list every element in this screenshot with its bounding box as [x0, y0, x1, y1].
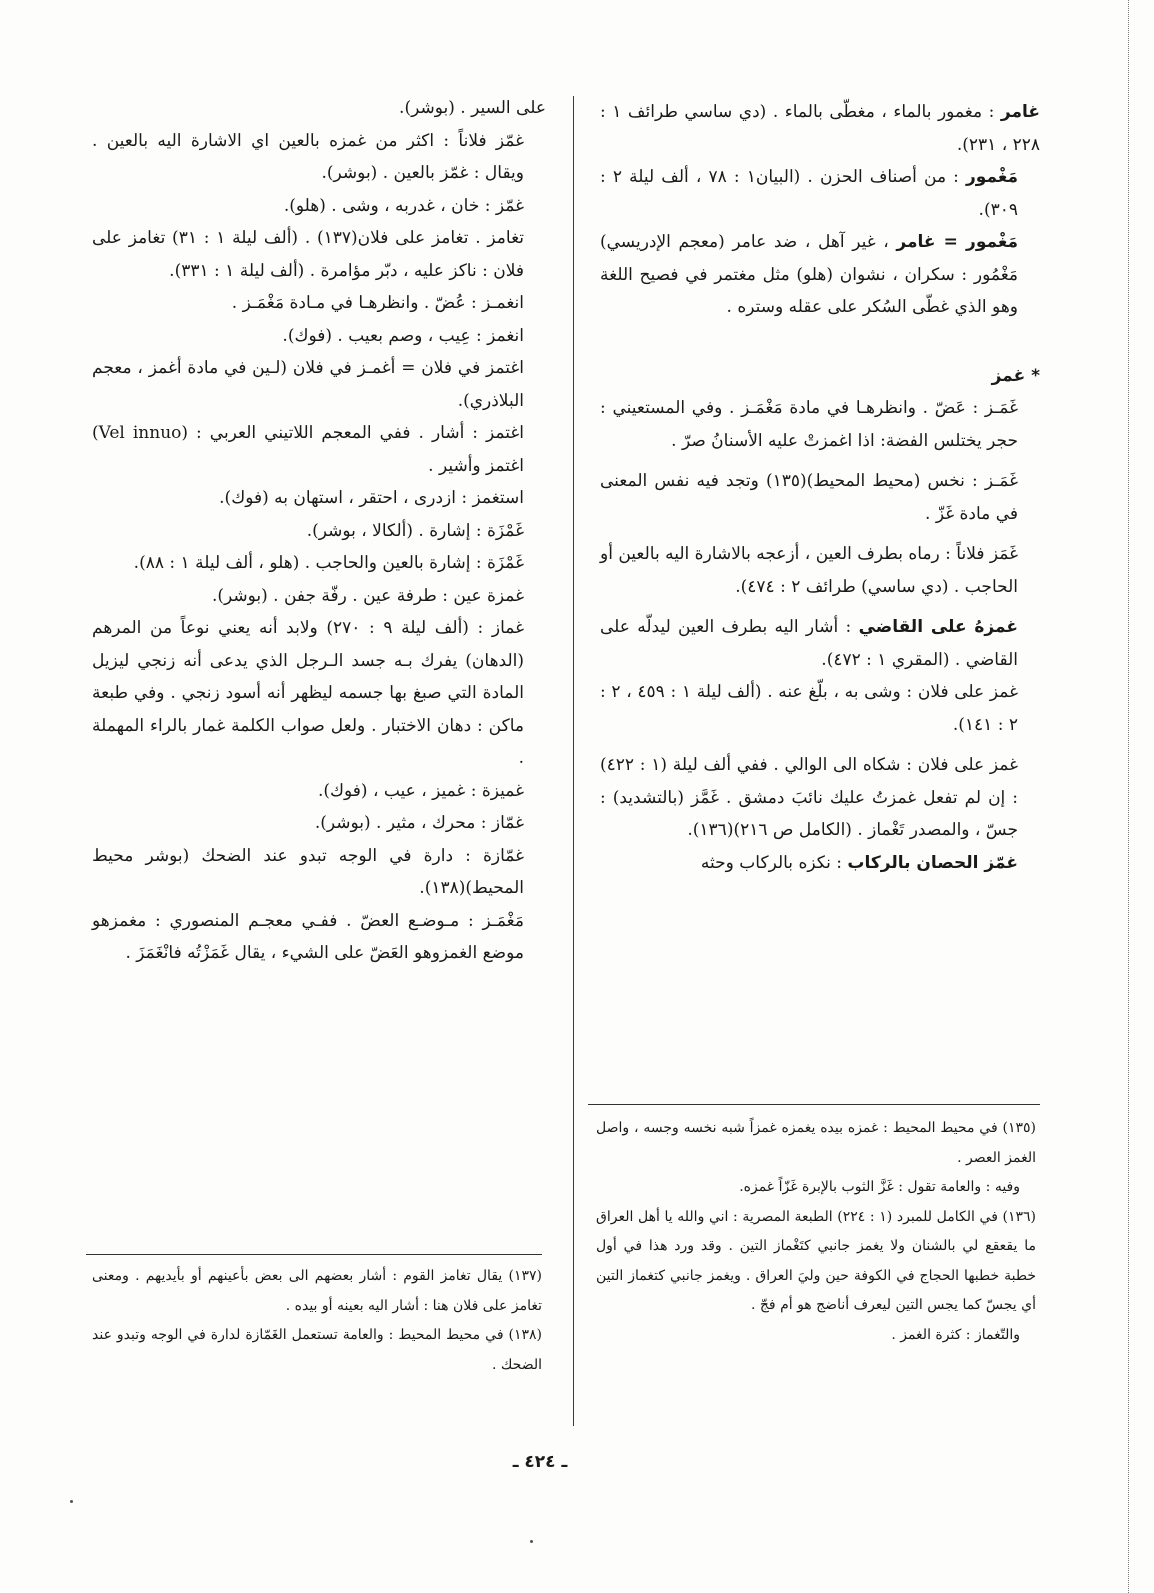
- entry-paragraph: انغمـز : عُضّ . وانظرهـا في مـادة مَغْمَـز .: [231, 293, 524, 313]
- definition: : مغمور بالماء ، مغطّى بالماء . (دي ساسي طرائف ١ : ٢٢٨ ، ٢٣١).: [600, 102, 1040, 155]
- entry-paragraph: غَمَـز : عَضّ . وانظرهـا في مادة مَغْمَـز . وفي المستعيني : حجر يختلس الفضة: اذا اغمزتْ عليه الأسنانُ صرّ .: [600, 398, 1018, 451]
- entry-paragraph: غمّاز : محرك ، مثير . (بوشر).: [314, 813, 524, 833]
- footnote: (١٣٦) في الكامل للمبرد (١ : ٢٢٤) الطبعة المصرية : اني والله يا أهل العراق ما يقعقع لي بالشنان ولا يغمز جانبي كتَغْماز التين . وقد ورد هذا في أول خطبة خطبها الحجاج في الكوفة حين وليَ العراق . ويغمز جانبي كتغماز التين أي يجسّ كما يجس التين ليعرف أناضج هو أم فجّ .: [596, 1208, 1037, 1313]
- entry-maghmur-2: [600, 226, 1040, 324]
- entry-paragraph: غمّز : خان ، غدربه ، وشى . (هلو).: [283, 195, 524, 216]
- definition: : من أصناف الحزن . (البيان١ : ٧٨ ، ألف ليلة ٢ : ٣٠٩).: [600, 167, 1018, 220]
- entry-paragraph: تغامز . تغامز على فلان(١٣٧) . (ألف ليلة ١ : ٣١) تغامز على فلان : ناكز عليه ، دبّر مؤامرة . (ألف ليلة ١ : ٣٣١).: [92, 228, 524, 281]
- footnote: (١٣٥) في محيط المحيط : غمزه بيده يغمزه غمزاً شبه نخسه وجسه ، واصل الغمز العصر .: [596, 1120, 1036, 1166]
- column-divider: [573, 96, 574, 1426]
- entry-paragraph: اغتمز في فلان = أغمـز في فلان (لـين في مادة أغمز ، معجم البلاذري).: [92, 358, 524, 411]
- entry-paragraph: غميزة : غميز ، عيب ، (فوك).: [317, 780, 524, 801]
- entry-paragraph: غمزة عين : طرفة عين . رفّة جفن . (بوشر).: [211, 585, 524, 606]
- entry-paragraph: غَمَز فلاناً : رماه بطرف العين ، أزعجه بالاشارة اليه بالعين أو الحاجب . (دي ساسي) طرائف ٢ : ٤٧٤).: [600, 544, 1018, 597]
- entry-ghammaz-alhisan: [600, 847, 1040, 880]
- page-number: ـ ٤٢٤ ـ: [512, 1452, 568, 1472]
- entry-paragraph: غَمَـز : نخس (محيط المحيط)(١٣٥) وتجد فيه نفس المعنى في مادة غَزّ .: [600, 471, 1018, 524]
- entry-paragraph: مَغْمَـز : مـوضـع العضّ . ففـي معجـم المنصوري : مغمزهو موضع الغمزوهو العَضّ على الشيء ، يقال غَمَزْتُه فانْغَمَزَ .: [92, 910, 524, 963]
- entry-paragraph: اغتمز : أشار . ففي المعجم اللاتيني العربي : (Vel innuo) اغتمز وأشير .: [92, 423, 525, 476]
- scan-speck: [530, 1540, 533, 1543]
- entry-maghmur: [600, 161, 1040, 226]
- entry-ghamzahu: [600, 611, 1040, 676]
- headword: غمزهُ على القاضي: [858, 617, 1018, 637]
- footnotes-right: [596, 1114, 1036, 1350]
- headword: مَغْمور: [966, 167, 1018, 187]
- right-column: [600, 96, 1040, 879]
- entry-paragraph: استغمز : ازدرى ، احتقر ، استهان به (فوك).: [219, 488, 524, 508]
- footnote-rule: [86, 1254, 542, 1255]
- headword: غمّز الحصان بالركاب: [847, 852, 1018, 873]
- left-column: [92, 92, 546, 970]
- footnote: (١٣٧) يقال تغامز القوم : أشار بعضهم الى بعض بأعينهم أو بأيديهم . ومعنى تغامز على فلان هنا : أشار اليه بعينه أو بيده .: [92, 1268, 542, 1314]
- footnote: (١٣٨) في محيط المحيط : والعامة تستعمل الغَمّازة لدارة في الوجه وتبدو عند الضحك .: [92, 1327, 542, 1373]
- footnote: وفيه : والعامة تقول : غَزَّ الثوب بالإبرة غَزّاً غمزه.: [739, 1179, 1020, 1195]
- entry-paragraph: غمّز فلاناً : اكثر من غمزه بالعين اي الاشارة اليه بالعين . ويقال : غمّز بالعين . (بوشر).: [92, 130, 524, 183]
- entry-paragraph: انغمز : عِيب ، وصم بعيب . (فوك).: [282, 325, 524, 346]
- scan-edge-line: [1128, 0, 1129, 1593]
- definition: ، غير آهل ، ضد عامر (معجم الإدريسي) مَغْمُور : سكران ، نشوان (هلو) مثل مغتمر في فصيح اللغة وهو الذي غطّى السُكر على عقله وستره .: [600, 232, 1018, 317]
- entry-paragraph: غَمْزَة : إشارة بالعين والحاجب . (هلو ، ألف ليلة ١ : ٨٨).: [133, 553, 524, 573]
- entry-paragraph: على السير . (بوشر).: [399, 98, 546, 118]
- definition: : أشار اليه بطرف العين ليدلّه على القاضي . (المقري ١ : ٤٧٢).: [600, 617, 1018, 670]
- entry-ghamir: [600, 96, 1040, 161]
- entry-paragraph: غمز على فلان : شكاه الى الوالي . ففي ألف ليلة (١ : ٤٢٢) : إن لم تفعل غمزتُ عليك نائبَ دمشق . غَمَّز (بالتشديد) : جسّ ، والمصدر تَغْماز . (الكامل ص ٢١٦)(١٣٦).: [600, 755, 1018, 840]
- entry-paragraph: غمّازة : دارة في الوجه تبدو عند الضحك (بوشر محيط المحيط)(١٣٨).: [92, 845, 524, 898]
- entry-paragraph: غماز : (ألف ليلة ٩ : ٢٧٠) ولابد أنه يعني نوعاً من المرهم (الدهان) يفرك بـه جسد الـرجل الذي يدعى أنه زنجي ليزيل المادة التي صبغ بها جسمه ليظهر أنه أسود زنجي . وفي طبعة ماكن : دهان الاختبار . ولعل صواب الكلمة غمار بالراء المهملة .: [92, 618, 524, 768]
- entry-paragraph: غَمْزَة : إشارة . (ألكالا ، بوشر).: [306, 520, 524, 541]
- headword: غامر: [1000, 102, 1040, 122]
- entry-paragraph: غمز على فلان : وشى به ، بلّغ عنه . (ألف ليلة ١ : ٤٥٩ ، ٢ : ٢ : ١٤١).: [600, 682, 1018, 735]
- definition: : نكزه بالركاب وحثه: [700, 852, 848, 873]
- section-heading-ghamz: * غمز: [991, 365, 1040, 386]
- footnote-rule: [588, 1104, 1040, 1105]
- footnotes-left: [92, 1262, 542, 1380]
- footnote: والتّغماز : كثرة الغمز .: [891, 1326, 1020, 1343]
- headword: مَغْمور = غامر: [896, 232, 1018, 252]
- scan-speck: [70, 1500, 73, 1503]
